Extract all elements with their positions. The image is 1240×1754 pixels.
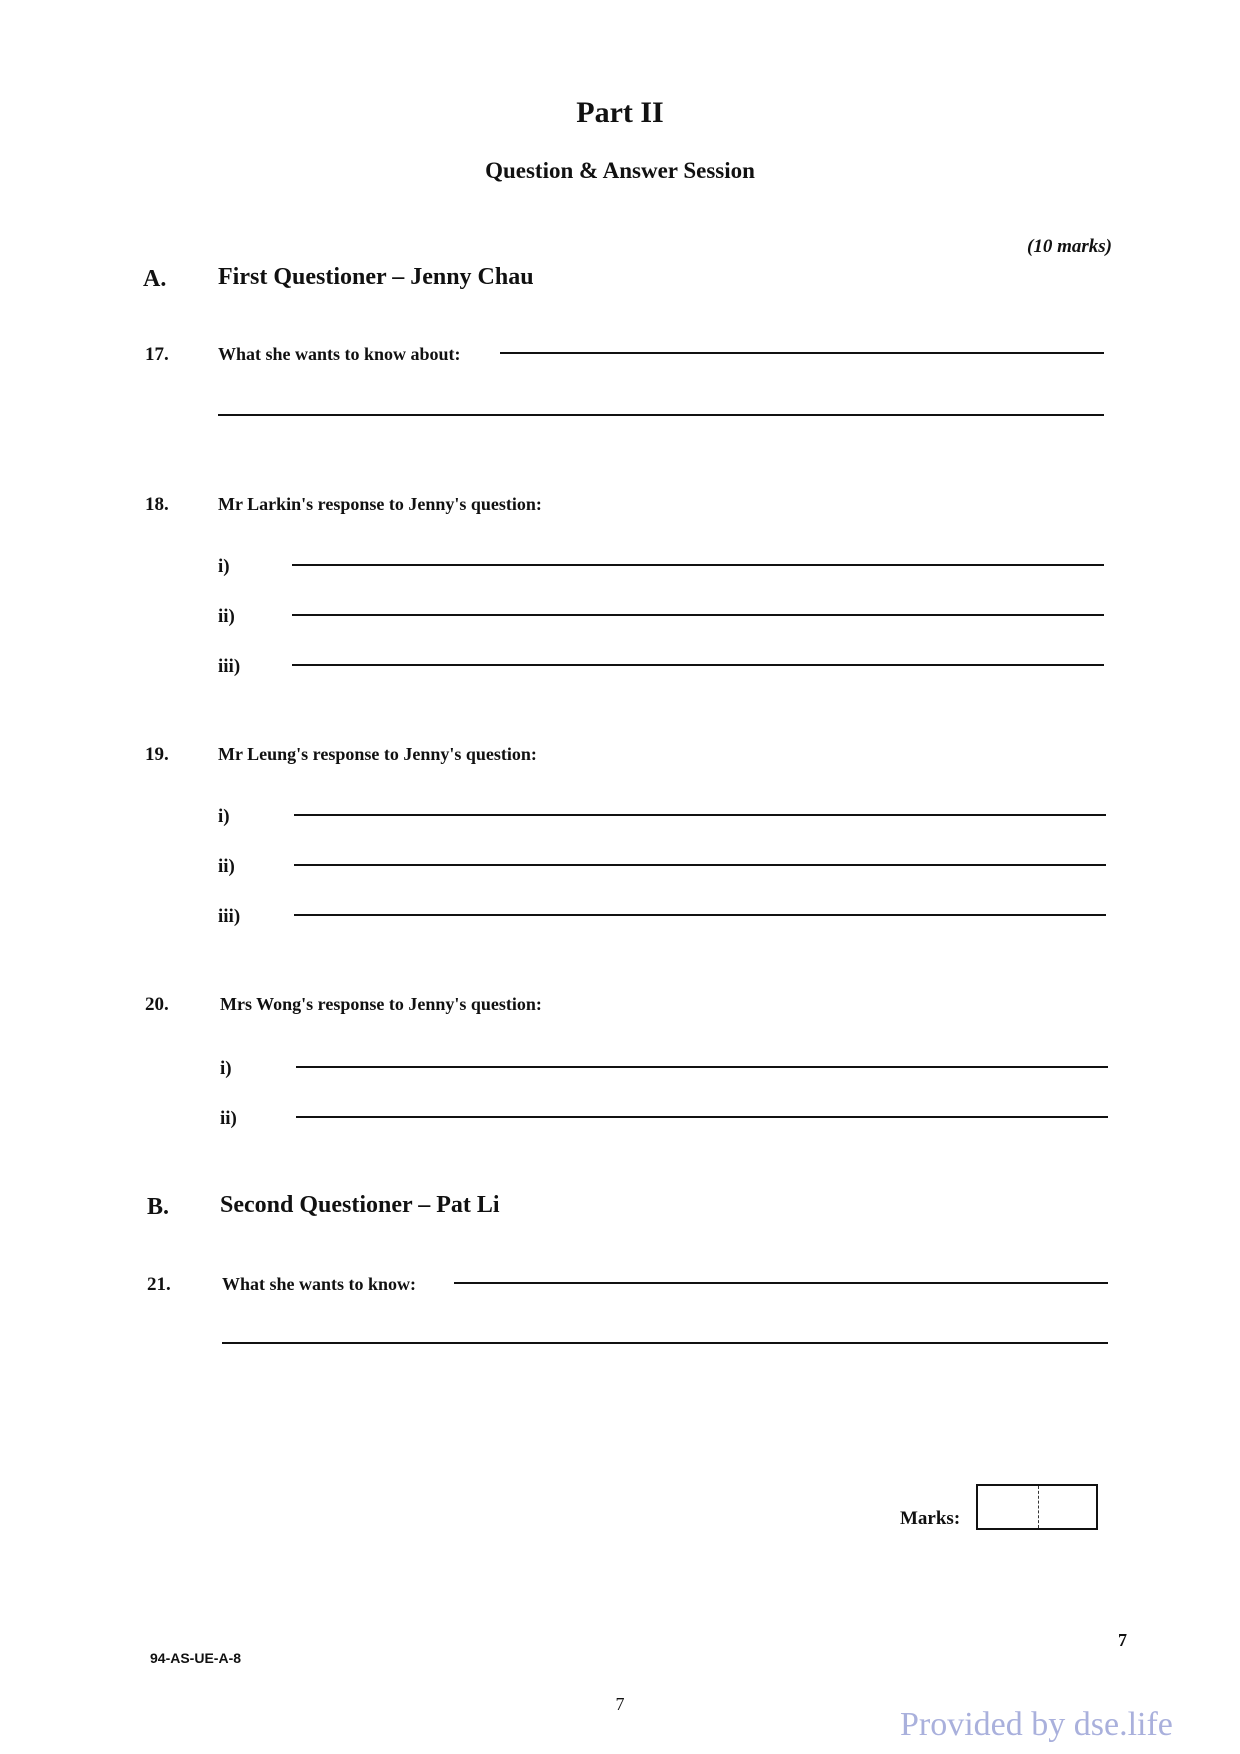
page-title: Part II <box>576 96 664 129</box>
question-18-item-ii-label: ii) <box>218 606 235 627</box>
question-19-number: 19. <box>145 744 169 765</box>
question-18-number: 18. <box>145 494 169 515</box>
question-20-text: Mrs Wong's response to Jenny's question: <box>220 994 542 1014</box>
question-19-item-ii-label: ii) <box>218 856 235 877</box>
total-marks: (10 marks) <box>1027 236 1112 257</box>
question-19-item-i-line[interactable] <box>294 814 1106 816</box>
question-20-item-ii-line[interactable] <box>296 1116 1108 1118</box>
question-17-text: What she wants to know about: <box>218 344 461 364</box>
question-18-item-ii-line[interactable] <box>292 614 1104 616</box>
marks-box-divider <box>1038 1486 1039 1528</box>
question-21-answer-line-2[interactable] <box>222 1342 1108 1344</box>
footer-page-number: 7 <box>615 1694 625 1714</box>
corner-page-number: 7 <box>1118 1630 1127 1650</box>
section-a-title: First Questioner – Jenny Chau <box>218 264 534 290</box>
question-19-item-i-label: i) <box>218 806 230 827</box>
question-20-item-ii-label: ii) <box>220 1108 237 1129</box>
question-21-answer-line-1[interactable] <box>454 1282 1108 1284</box>
question-21-number: 21. <box>147 1274 171 1295</box>
question-21-text: What she wants to know: <box>222 1274 417 1294</box>
question-19-item-iii-label: iii) <box>218 906 241 927</box>
marks-box[interactable] <box>976 1484 1098 1530</box>
question-18-item-i-line[interactable] <box>292 564 1104 566</box>
question-18-item-i-label: i) <box>218 556 230 577</box>
section-b-letter: B. <box>147 1194 170 1220</box>
page-subtitle: Question & Answer Session <box>485 158 755 183</box>
question-20-item-i-label: i) <box>220 1058 232 1079</box>
question-18-item-iii-line[interactable] <box>292 664 1104 666</box>
marks-label: Marks: <box>900 1508 961 1529</box>
question-17-answer-line-2[interactable] <box>218 414 1104 416</box>
question-19-item-iii-line[interactable] <box>294 914 1106 916</box>
question-17-number: 17. <box>145 344 169 365</box>
question-17-answer-line-1[interactable] <box>500 352 1104 354</box>
question-19-item-ii-line[interactable] <box>294 864 1106 866</box>
section-b-title: Second Questioner – Pat Li <box>220 1192 500 1218</box>
section-a-letter: A. <box>143 266 167 292</box>
question-19-text: Mr Leung's response to Jenny's question: <box>218 744 537 764</box>
question-20-number: 20. <box>145 994 169 1015</box>
exam-code: 94-AS-UE-A-8 <box>150 1650 242 1666</box>
question-18-item-iii-label: iii) <box>218 656 241 677</box>
question-18-text: Mr Larkin's response to Jenny's question: <box>218 494 542 514</box>
question-20-item-i-line[interactable] <box>296 1066 1108 1068</box>
watermark: Provided by dse.life <box>900 1706 1173 1743</box>
